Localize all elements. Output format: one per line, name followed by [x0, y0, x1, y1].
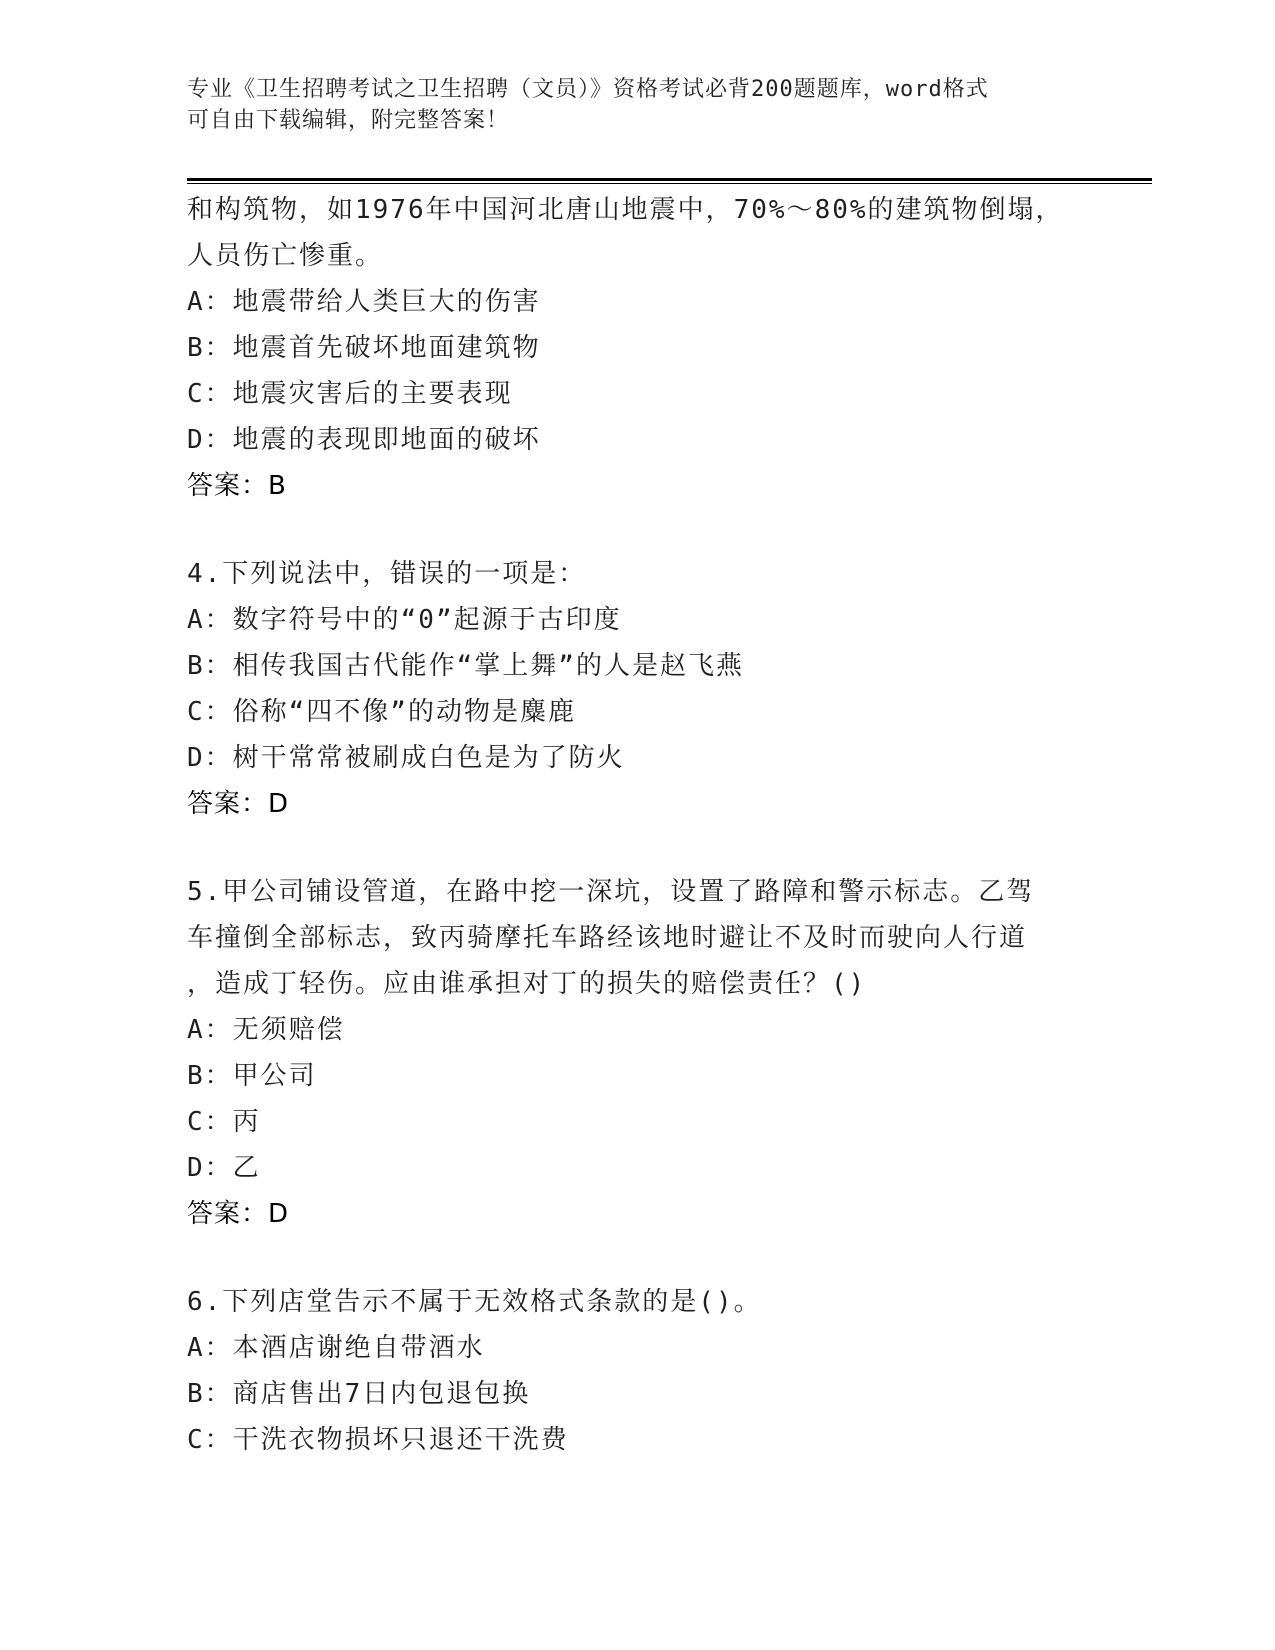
option-d: D：树干常常被刷成白色是为了防火 — [187, 743, 625, 773]
question-stem-line: 4.下列说法中，错误的一项是： — [187, 559, 587, 589]
option-b: B：相传我国古代能作“掌上舞”的人是赵飞燕 — [187, 651, 744, 681]
option-b: B：地震首先破坏地面建筑物 — [187, 333, 541, 363]
option-a: A：无须赔偿 — [187, 1015, 345, 1045]
question-4 — [187, 551, 1087, 827]
question-stem-line: 人员伤亡惨重。 — [187, 241, 384, 271]
header-title-line-2: 可自由下载编辑，附完整答案！ — [187, 108, 510, 133]
header-divider-thick — [187, 178, 1152, 181]
question-6 — [187, 1279, 1087, 1463]
option-c: C：丙 — [187, 1107, 261, 1137]
answer-line: 答案：D — [187, 1199, 290, 1229]
option-b: B：商店售出7日内包退包换 — [187, 1379, 531, 1409]
page-header — [187, 74, 1087, 136]
option-c: C：地震灾害后的主要表现 — [187, 379, 513, 409]
answer-line: 答案：D — [187, 789, 290, 819]
question-gap — [187, 827, 1087, 869]
option-b: B：甲公司 — [187, 1061, 317, 1091]
question-stem-line: 车撞倒全部标志，致丙骑摩托车路经该地时避让不及时而驶向人行道 — [187, 923, 1028, 953]
document-body — [187, 187, 1087, 1463]
option-d: D：乙 — [187, 1153, 261, 1183]
header-title-line-1: 专业《卫生招聘考试之卫生招聘（文员）》资格考试必背200题题库，word格式 — [187, 77, 989, 102]
header-divider-thin — [187, 183, 1152, 184]
question-stem-line: 和构筑物，如1976年中国河北唐山地震中，70%～80%的建筑物倒塌， — [187, 195, 1064, 225]
question-3-continuation — [187, 187, 1087, 509]
option-a: A：本酒店谢绝自带酒水 — [187, 1333, 485, 1363]
question-5 — [187, 869, 1087, 1237]
question-gap — [187, 509, 1087, 551]
question-gap — [187, 1237, 1087, 1279]
option-d: D：地震的表现即地面的破坏 — [187, 425, 541, 455]
option-c: C：干洗衣物损坏只退还干洗费 — [187, 1425, 569, 1455]
question-stem-line: 6.下列店堂告示不属于无效格式条款的是()。 — [187, 1287, 762, 1317]
option-c: C：俗称“四不像”的动物是麋鹿 — [187, 697, 576, 727]
question-stem-line: ，造成丁轻伤。应由谁承担对丁的损失的赔偿责任？() — [187, 969, 867, 999]
option-a: A：数字符号中的“0”起源于古印度 — [187, 605, 622, 635]
option-a: A：地震带给人类巨大的伤害 — [187, 287, 541, 317]
answer-line: 答案：B — [187, 471, 287, 501]
question-stem-line: 5.甲公司铺设管道，在路中挖一深坑，设置了路障和警示标志。乙驾 — [187, 877, 1035, 907]
